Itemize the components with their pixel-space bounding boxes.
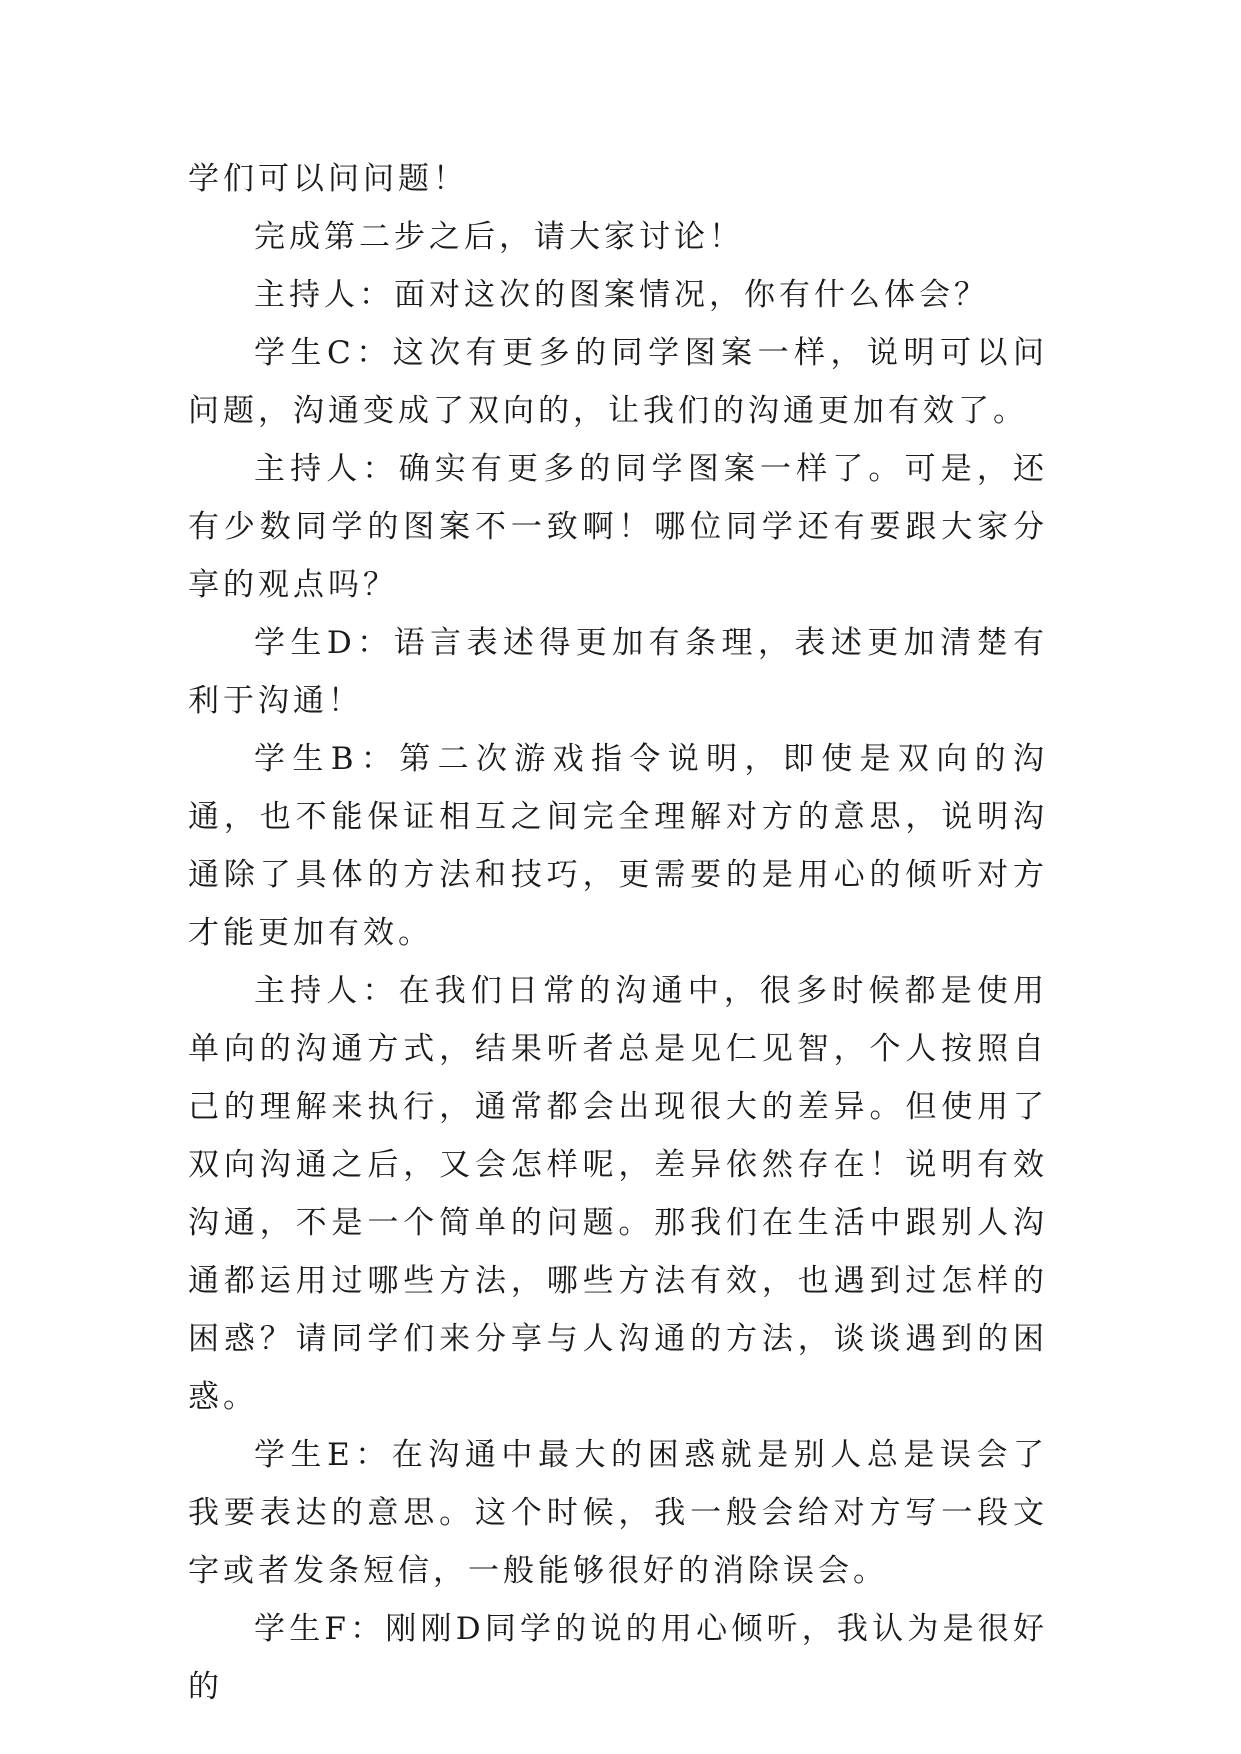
paragraph-host-summary: 主持人：在我们日常的沟通中，很多时候都是使用单向的沟通方式，结果听者总是见仁见智，个人按照自己的理解来执行，通常都会出现很大的差异。但使用了双向沟通之后，又会怎样呢，差异依然存在！说明有效沟通，不是一个简单的问题。那我们在生活中跟别人沟通都运用过哪些方法，哪些方法有效，也遇到过怎样的困惑？请同学们来分享与人沟通的方法，谈谈遇到的困惑。 bbox=[188, 973, 1048, 1415]
paragraph-host-question: 主持人：面对这次的图案情况，你有什么体会？ bbox=[254, 277, 989, 313]
document-body bbox=[188, 150, 1048, 1716]
paragraph-student-b: 学生B：第二次游戏指令说明，即使是双向的沟通，也不能保证相互之间完全理解对方的意思，说明沟通除了具体的方法和技巧，更需要的是用心的倾听对方才能更加有效。 bbox=[188, 741, 1048, 951]
paragraph-instruction: 完成第二步之后，请大家讨论！ bbox=[254, 219, 744, 255]
paragraph-student-f: 学生F：刚刚D同学的说的用心倾听，我认为是很好的 bbox=[188, 1611, 1048, 1705]
paragraph-student-d: 学生D：语言表述得更加有条理，表述更加清楚有利于沟通！ bbox=[188, 625, 1048, 719]
paragraph-continuation: 学们可以问问题！ bbox=[188, 161, 468, 197]
paragraph-host-followup: 主持人：确实有更多的同学图案一样了。可是，还有少数同学的图案不一致啊！哪位同学还有要跟大家分享的观点吗？ bbox=[188, 451, 1048, 603]
paragraph-student-e: 学生E：在沟通中最大的困惑就是别人总是误会了我要表达的意思。这个时候，我一般会给对方写一段文字或者发条短信，一般能够很好的消除误会。 bbox=[188, 1437, 1048, 1589]
paragraph-student-c: 学生C：这次有更多的同学图案一样，说明可以问问题，沟通变成了双向的，让我们的沟通更加有效了。 bbox=[188, 335, 1048, 429]
